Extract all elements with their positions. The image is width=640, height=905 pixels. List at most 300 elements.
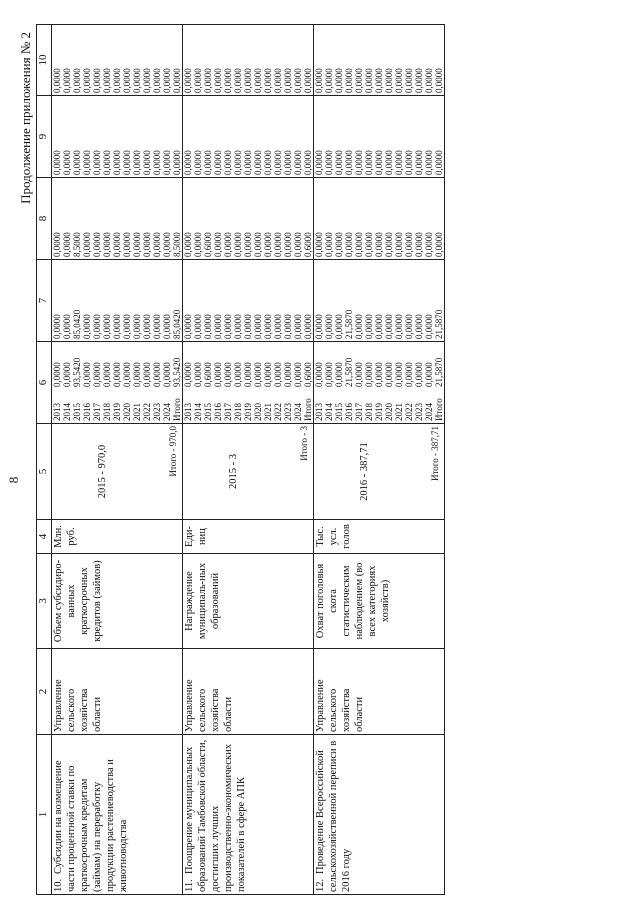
year-label: 2019 (374, 403, 384, 421)
funding-value: 0,0000 (193, 362, 203, 387)
col-header: 1 (37, 735, 52, 895)
funding-value: 0,0000 (223, 68, 233, 93)
funding-value: 0,0000 (354, 232, 364, 257)
funding-value: 0,0000 (334, 232, 344, 257)
year-label: 2023 (283, 403, 293, 421)
target-value-cell (314, 424, 445, 520)
indicator-cell: Награждение муниципаль-ных образований (183, 554, 314, 649)
year-line (354, 344, 364, 421)
year-line (142, 344, 152, 421)
funding-value: 0,0000 (424, 314, 434, 339)
funding-value: 0,0000 (223, 314, 233, 339)
target-period: 2016 - 387,71 (358, 442, 370, 501)
year-label: 2024 (162, 403, 172, 421)
funding-value: 0,0000 (273, 150, 283, 175)
year-line (263, 344, 273, 421)
year-line (223, 344, 233, 421)
header-row (37, 25, 52, 895)
table-row (52, 25, 183, 895)
funding-value: 0,0000 (213, 68, 223, 93)
funding-value: 0,0000 (283, 232, 293, 257)
funding-value: 0,0000 (203, 150, 213, 175)
funding-value: 0,0000 (112, 314, 122, 339)
col8-cell (52, 178, 183, 260)
funding-value: 0,0000 (243, 232, 253, 257)
funding-value: 0,0000 (414, 232, 424, 257)
funding-value: 0,0000 (253, 314, 263, 339)
funding-value: 0,0000 (142, 232, 152, 257)
col-header: 8 (37, 178, 52, 260)
col9-cell (183, 96, 314, 178)
funding-value: 0,0000 (314, 362, 324, 387)
funding-value: 0,0000 (82, 362, 92, 387)
year-label: 2019 (243, 403, 253, 421)
funding-value: 0,0000 (404, 68, 414, 93)
funding-value: 0,0000 (62, 68, 72, 93)
funding-value: 0,0000 (303, 314, 313, 339)
col10-cell (314, 25, 445, 96)
funding-value: 0,0000 (152, 362, 162, 387)
year-line (162, 344, 172, 421)
target-value-cell (183, 424, 314, 520)
year-line (314, 344, 324, 421)
funding-value: 0,0000 (233, 150, 243, 175)
funding-value: 0,0000 (314, 150, 324, 175)
funding-value: 0,0000 (434, 150, 444, 175)
target-total: Итого - 387,71 (429, 426, 440, 482)
col9-cell (52, 96, 183, 178)
funding-value: 0,0000 (162, 362, 172, 387)
funding-value: 0,0000 (273, 232, 283, 257)
funding-value: 0,0000 (314, 314, 324, 339)
year-label: 2014 (193, 403, 203, 421)
funding-value: 0,0000 (303, 150, 313, 175)
year-label: 2024 (424, 403, 434, 421)
col-header: 9 (37, 96, 52, 178)
year-label: 2023 (414, 403, 424, 421)
funding-value: 0,6000 (203, 362, 213, 387)
year-label: 2022 (404, 403, 414, 421)
funding-value: 0,0000 (384, 150, 394, 175)
funding-value: 0,0000 (253, 68, 263, 93)
col-header: 5 (37, 424, 52, 520)
funding-value: 0,0000 (324, 150, 334, 175)
year-label: 2013 (314, 403, 324, 421)
year-label: 2016 (344, 403, 354, 421)
col9-cell (314, 96, 445, 178)
funding-value: 0,0000 (374, 314, 384, 339)
funding-value: 0,0000 (293, 150, 303, 175)
funding-value: 0,0000 (132, 362, 142, 387)
year-line (414, 344, 424, 421)
year-line (434, 344, 444, 421)
funding-value: 0,0000 (52, 150, 62, 175)
funding-value: 0,0000 (213, 232, 223, 257)
funding-value: 0,0000 (424, 150, 434, 175)
funding-value: 0,0000 (102, 232, 112, 257)
funding-value: 0,0000 (132, 314, 142, 339)
funding-value: 0,0000 (142, 314, 152, 339)
year-line (203, 344, 213, 421)
year-line (52, 344, 62, 421)
funding-value: 21,5870 (344, 357, 354, 387)
funding-value: 0,0000 (213, 150, 223, 175)
year-line (293, 344, 303, 421)
year-line (62, 344, 72, 421)
year-label: 2013 (183, 403, 193, 421)
funding-value: 0,0000 (263, 68, 273, 93)
year-label: 2020 (122, 403, 132, 421)
funding-value: 0,0000 (172, 68, 182, 93)
unit-cell: Еди-ниц (183, 520, 314, 554)
funding-value: 21,5870 (434, 309, 444, 339)
appendix-caption: Продолжение приложения № 2 (18, 32, 33, 204)
funding-value: 0,0000 (132, 150, 142, 175)
funding-value: 0,0000 (233, 362, 243, 387)
year-label: 2024 (293, 403, 303, 421)
funding-value: 0,0000 (82, 68, 92, 93)
funding-value: 0,0000 (354, 68, 364, 93)
year-label: 2021 (132, 403, 142, 421)
col10-cell (183, 25, 314, 96)
funding-value: 0,0000 (374, 68, 384, 93)
year-line (233, 344, 243, 421)
year-label: 2018 (233, 403, 243, 421)
funding-value: 0,0000 (273, 362, 283, 387)
funding-value: 8,5000 (72, 232, 82, 257)
target-total: Итого - 3 (298, 426, 309, 461)
year-line (404, 344, 414, 421)
funding-value: 0,0000 (253, 362, 263, 387)
funding-value: 0,0000 (404, 150, 414, 175)
funding-value: 0,0000 (132, 68, 142, 93)
funding-value: 0,0000 (203, 314, 213, 339)
funding-value: 0,0000 (273, 314, 283, 339)
funding-value: 0,0000 (193, 68, 203, 93)
funding-value: 0,0000 (303, 68, 313, 93)
funding-value: 0,0000 (344, 150, 354, 175)
funding-value: 0,0000 (424, 68, 434, 93)
funding-value: 0,0000 (374, 362, 384, 387)
col8-cell (183, 178, 314, 260)
responsible-cell: Управление сельского хозяйства области (52, 649, 183, 735)
year-label: 2020 (384, 403, 394, 421)
year-line (283, 344, 293, 421)
funding-value: 0,0000 (183, 150, 193, 175)
funding-value: 0,0000 (354, 314, 364, 339)
funding-value: 0,0000 (364, 314, 374, 339)
total-funding-cell (52, 342, 183, 424)
funding-value: 0,0000 (162, 232, 172, 257)
funding-value: 0,0000 (52, 362, 62, 387)
funding-value: 0,0000 (102, 150, 112, 175)
funding-value: 0,0000 (384, 68, 394, 93)
unit-cell: Млн. руб. (52, 520, 183, 554)
funding-value: 0,0000 (364, 68, 374, 93)
funding-value: 0,0000 (142, 362, 152, 387)
funding-value: 0,0000 (283, 314, 293, 339)
funding-value: 0,0000 (233, 314, 243, 339)
year-line (344, 344, 354, 421)
funding-value: 0,0000 (183, 362, 193, 387)
funding-value: 0,0000 (52, 68, 62, 93)
year-line (82, 344, 92, 421)
funding-value: 0,0000 (384, 362, 394, 387)
table-row (183, 25, 314, 895)
funding-value: 85,0420 (72, 309, 82, 339)
funding-value: 0,0000 (394, 362, 404, 387)
funding-value: 0,0000 (223, 362, 233, 387)
funding-value: 0,0000 (62, 314, 72, 339)
total-funding-cell (183, 342, 314, 424)
funding-value: 0,0000 (203, 68, 213, 93)
target-total: Итого - 970,0 (167, 426, 178, 477)
year-label: 2021 (394, 403, 404, 421)
funding-value: 0,0000 (243, 68, 253, 93)
year-label: 2016 (82, 403, 92, 421)
funding-value: 0,0000 (52, 232, 62, 257)
col-header: 4 (37, 520, 52, 554)
funding-value: 0,0000 (112, 150, 122, 175)
target-period: 2015 - 970,0 (96, 444, 108, 499)
year-label: 2014 (324, 403, 334, 421)
funding-value: 0,0000 (122, 362, 132, 387)
row-number: 10. (53, 878, 64, 892)
indicator-cell: Охват поголовья скота статистическим наблюдением (во всех категориях хозяйств) (314, 554, 445, 649)
year-label: 2016 (213, 403, 223, 421)
event-name-cell (183, 735, 314, 895)
funding-value: 0,0000 (193, 150, 203, 175)
year-line (324, 344, 334, 421)
year-label: 2022 (142, 403, 152, 421)
funding-value: 0,0000 (162, 68, 172, 93)
event-name: Поощрение муниципальных образований Тамбовской области, достигших лучших производственно-экономических показателей в сфере АПК (184, 739, 247, 892)
page-number: 8 (6, 476, 21, 484)
responsible-cell: Управление сельского хозяйства области (183, 649, 314, 735)
funding-value: 0,0000 (152, 232, 162, 257)
year-label: 2015 (203, 403, 213, 421)
col8-cell (314, 178, 445, 260)
funding-value: 0,0000 (354, 150, 364, 175)
funding-value: 0,0000 (193, 232, 203, 257)
funding-value: 0,0000 (102, 314, 112, 339)
funding-value: 0,0000 (424, 232, 434, 257)
funding-value: 0,0000 (183, 68, 193, 93)
funding-value: 0,0000 (344, 232, 354, 257)
year-line (102, 344, 112, 421)
year-label: 2018 (364, 403, 374, 421)
funding-value: 93,5420 (72, 357, 82, 387)
funding-value: 0,0000 (253, 150, 263, 175)
funding-value: 0,0000 (223, 150, 233, 175)
funding-value: 0,6000 (303, 232, 313, 257)
funding-value: 0,0000 (283, 362, 293, 387)
funding-value: 0,0000 (273, 68, 283, 93)
year-line (273, 344, 283, 421)
funding-value: 0,0000 (414, 314, 424, 339)
col7-cell (52, 260, 183, 342)
program-table (36, 24, 445, 895)
funding-value: 0,0000 (142, 68, 152, 93)
funding-value: 0,0000 (112, 68, 122, 93)
funding-value: 0,0000 (142, 150, 152, 175)
funding-value: 0,0000 (82, 314, 92, 339)
funding-value: 0,0000 (152, 314, 162, 339)
year-line (72, 344, 82, 421)
funding-value: 0,0000 (92, 150, 102, 175)
funding-value: 0,0000 (293, 314, 303, 339)
funding-value: 0,0000 (293, 68, 303, 93)
year-label: 2014 (62, 403, 72, 421)
funding-value: 0,0000 (434, 68, 444, 93)
funding-value: 0,0000 (293, 232, 303, 257)
funding-value: 0,0000 (122, 68, 132, 93)
funding-value: 0,0000 (112, 362, 122, 387)
event-name-cell (52, 735, 183, 895)
funding-value: 0,0000 (414, 150, 424, 175)
year-label: 2023 (152, 403, 162, 421)
funding-value: 0,0000 (263, 232, 273, 257)
funding-value: 0,0000 (243, 362, 253, 387)
unit-cell: Тыс. усл. голов (314, 520, 445, 554)
year-label: 2017 (223, 403, 233, 421)
funding-value: 0,0000 (72, 68, 82, 93)
year-line (364, 344, 374, 421)
funding-value: 0,0000 (354, 362, 364, 387)
funding-value: 0,0000 (233, 68, 243, 93)
target-period: 2015 - 3 (227, 454, 239, 489)
col-header: 7 (37, 260, 52, 342)
col10-cell (52, 25, 183, 96)
funding-value: 0,0000 (183, 314, 193, 339)
funding-value: 0,0000 (213, 362, 223, 387)
funding-value: 0,0000 (243, 150, 253, 175)
year-line (213, 344, 223, 421)
funding-value: 0,0000 (314, 68, 324, 93)
funding-value: 21,5870 (344, 309, 354, 339)
funding-value: 0,0000 (132, 232, 142, 257)
funding-value: 0,6000 (203, 232, 213, 257)
funding-value: 0,0000 (152, 150, 162, 175)
funding-value: 0,0000 (364, 232, 374, 257)
event-name: Проведение Всероссийской сельскохозяйственной переписи в 2016 году (315, 740, 352, 892)
funding-value: 0,0000 (263, 362, 273, 387)
funding-value: 0,0000 (334, 362, 344, 387)
row-number: 12. (315, 878, 326, 892)
year-line (152, 344, 162, 421)
funding-value: 0,0000 (112, 232, 122, 257)
year-line (193, 344, 203, 421)
indicator-cell: Объем субсидиро-ванных краткосрочных кредитов (займов) (52, 554, 183, 649)
year-line (112, 344, 122, 421)
col7-cell (314, 260, 445, 342)
funding-value: 0,0000 (324, 68, 334, 93)
funding-value: 0,0000 (283, 68, 293, 93)
funding-value: 0,0000 (384, 314, 394, 339)
year-label: 2021 (263, 403, 273, 421)
event-name: Субсидии на возмещение части процентной ставки по краткосрочным кредитам (займам) на переработку продукции растениеводства и животноводства (53, 759, 129, 892)
funding-value: 0,0000 (162, 150, 172, 175)
funding-value: 0,0000 (384, 232, 394, 257)
year-line (253, 344, 263, 421)
year-line (243, 344, 253, 421)
col-header: 2 (37, 649, 52, 735)
year-label: 2020 (253, 403, 263, 421)
year-label: 2018 (102, 403, 112, 421)
year-label: 2015 (72, 403, 82, 421)
funding-value: 0,0000 (102, 68, 112, 93)
funding-value: 0,0000 (404, 314, 414, 339)
funding-value: 0,0000 (394, 232, 404, 257)
event-name-cell (314, 735, 445, 895)
funding-value: 0,0000 (172, 150, 182, 175)
year-line (374, 344, 384, 421)
table-row (314, 25, 445, 895)
funding-value: 0,0000 (414, 68, 424, 93)
funding-value: 0,0000 (82, 150, 92, 175)
funding-value: 0,0000 (364, 150, 374, 175)
funding-value: 0,0000 (233, 232, 243, 257)
funding-value: 0,0000 (283, 150, 293, 175)
funding-value: 0,0000 (324, 362, 334, 387)
funding-value: 0,0000 (344, 68, 354, 93)
funding-value: 0,0000 (314, 232, 324, 257)
year-line (122, 344, 132, 421)
funding-value: 0,0000 (253, 232, 263, 257)
funding-value: 93,5420 (172, 357, 182, 387)
funding-value: 0,0000 (52, 314, 62, 339)
year-line (424, 344, 434, 421)
funding-value: 0,0000 (72, 150, 82, 175)
funding-value: 0,0000 (394, 150, 404, 175)
year-label: Итого (303, 398, 313, 421)
col-header: 6 (37, 342, 52, 424)
funding-value: 0,0000 (62, 150, 72, 175)
year-label: 2019 (112, 403, 122, 421)
funding-value: 85,0420 (172, 309, 182, 339)
funding-value: 0,0000 (334, 68, 344, 93)
year-line (172, 344, 182, 421)
funding-value: 0,0000 (324, 232, 334, 257)
year-label: 2022 (273, 403, 283, 421)
funding-value: 0,0000 (92, 68, 102, 93)
funding-value: 0,0000 (374, 150, 384, 175)
funding-value: 21,5870 (434, 357, 444, 387)
funding-value: 0,6000 (303, 362, 313, 387)
funding-value: 0,0000 (62, 362, 72, 387)
funding-value: 0,0000 (324, 314, 334, 339)
funding-value: 0,0000 (62, 232, 72, 257)
funding-value: 0,0000 (394, 314, 404, 339)
funding-value: 0,0000 (404, 232, 414, 257)
funding-value: 0,0000 (364, 362, 374, 387)
funding-value: 0,0000 (263, 314, 273, 339)
target-value-cell (52, 424, 183, 520)
funding-value: 0,0000 (404, 362, 414, 387)
year-line (334, 344, 344, 421)
funding-value: 0,0000 (394, 68, 404, 93)
funding-value: 0,0000 (374, 232, 384, 257)
funding-value: 0,0000 (102, 362, 112, 387)
funding-value: 0,0000 (213, 314, 223, 339)
funding-value: 0,0000 (263, 150, 273, 175)
funding-value: 0,0000 (223, 232, 233, 257)
year-line (394, 344, 404, 421)
funding-value: 0,0000 (152, 68, 162, 93)
year-line (92, 344, 102, 421)
year-line (183, 344, 193, 421)
funding-value: 0,0000 (122, 150, 132, 175)
